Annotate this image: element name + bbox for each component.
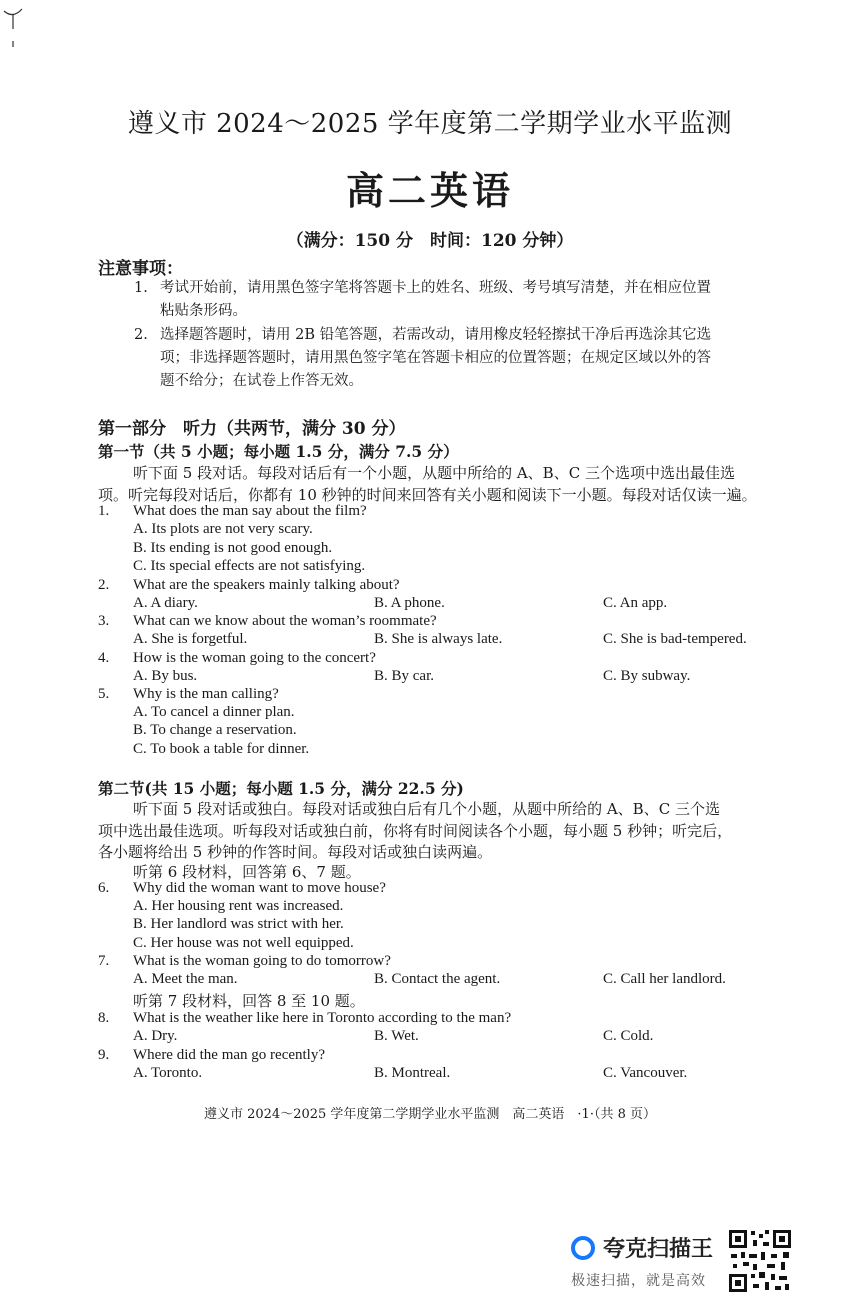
- option-b: B. Wet.: [374, 1028, 419, 1044]
- option-b: B. Its ending is not good enough.: [133, 540, 333, 556]
- question-number: 3.: [98, 613, 110, 629]
- question-number: 7.: [98, 953, 110, 969]
- notice-line: 项；非选择题答题时，请用黑色签字笔在答题卡相应的位置答题；在规定区域以外的答: [160, 350, 711, 366]
- exam-title: 遵义市 2024～2025 学年度第二学期学业水平监测: [127, 109, 733, 139]
- question-stem: What is the weather like here in Toronto according to the man?: [133, 1010, 512, 1026]
- question-stem: What does the man say about the film?: [133, 503, 367, 519]
- notice-line: 选择题答题时，请用 2B 铅笔答题，若需改动，请用橡皮轻轻擦拭干净后再选涂其它选: [160, 327, 712, 343]
- score-time: （满分：150 分 时间：120 分钟）: [286, 231, 574, 251]
- option-b: B. To change a reservation.: [133, 722, 297, 738]
- option-c: C. She is bad-tempered.: [603, 631, 747, 647]
- notice-line: 粘贴条形码。: [160, 303, 247, 319]
- question-number: 2.: [98, 577, 110, 593]
- question-number: 8.: [98, 1010, 110, 1026]
- notice-item-number: 2.: [134, 327, 148, 343]
- option-a: A. To cancel a dinner plan.: [133, 704, 295, 720]
- question-number: 1.: [98, 503, 110, 519]
- scanner-watermark: [563, 1230, 733, 1294]
- option-a: A. She is forgetful.: [133, 631, 248, 647]
- notice-line: 考试开始前，请用黑色签字笔将答题卡上的姓名、班级、考号填写清楚，并在相应位置: [160, 280, 711, 296]
- material-instruction: 听第 6 段材料，回答第 6、7 题。: [133, 863, 361, 881]
- notice-line: 题不给分；在试卷上作答无效。: [160, 373, 363, 389]
- qr-code-icon: [727, 1228, 793, 1294]
- question-stem: What can we know about the woman’s roommate?: [133, 613, 437, 629]
- part-title: 第一部分 听力（共两节，满分 30 分）: [98, 419, 406, 439]
- material-instruction: 听第 7 段材料，回答 8 至 10 题。: [133, 992, 365, 1010]
- option-c: C. Call her landlord.: [603, 971, 726, 987]
- option-c: C. Her house was not well equipped.: [133, 935, 354, 951]
- page-footer: 遵义市 2024～2025 学年度第二学期学业水平监测 高二英语 ·1·（共 8 页）: [203, 1107, 656, 1122]
- instruction-line: 听下面 5 段对话。每段对话后有一个小题，从题中所给的 A、B、C 三个选项中选出最佳选: [133, 464, 735, 482]
- option-c: C. To book a table for dinner.: [133, 741, 310, 757]
- watermark-app-name: 夸克扫描王: [603, 1237, 714, 1262]
- question-number: 4.: [98, 650, 110, 666]
- binding-mark-icon: [2, 3, 24, 47]
- option-a: A. Dry.: [133, 1028, 178, 1044]
- option-b: B. Montreal.: [374, 1065, 451, 1081]
- notice-title: 注意事项：: [98, 259, 183, 279]
- question-stem: How is the woman going to the concert?: [133, 650, 376, 666]
- instruction-line: 项。听完每段对话后，你都有 10 秒钟的时间来回答有关小题和阅读下一小题。每段对话仅读一遍。: [98, 486, 757, 504]
- option-c: C. An app.: [603, 595, 668, 611]
- option-c: C. Cold.: [603, 1028, 654, 1044]
- section-title: 第二节(共 15 小题；每小题 1.5 分，满分 22.5 分): [98, 779, 464, 798]
- option-b: B. Her landlord was strict with her.: [133, 916, 344, 932]
- subject-title: 高二英语: [345, 168, 514, 213]
- instruction-line: 项中选出最佳选项。听每段对话或独白前，你将有时间阅读各个小题，每小题 5 秒钟；听完后，: [98, 822, 733, 840]
- instruction-line: 各小题将给出 5 秒钟的作答时间。每段对话或独白读两遍。: [98, 843, 493, 861]
- section-title: 第一节（共 5 小题；每小题 1.5 分，满分 7.5 分）: [98, 442, 459, 461]
- option-a: A. By bus.: [133, 668, 198, 684]
- question-number: 5.: [98, 686, 110, 702]
- option-c: C. Vancouver.: [603, 1065, 688, 1081]
- option-a: A. Her housing rent was increased.: [133, 898, 344, 914]
- question-stem: Why did the woman want to move house?: [133, 880, 386, 896]
- question-number: 6.: [98, 880, 110, 896]
- option-b: B. By car.: [374, 668, 434, 684]
- notice-item-number: 1.: [134, 280, 148, 296]
- option-a: A. Toronto.: [133, 1065, 203, 1081]
- option-a: A. A diary.: [133, 595, 198, 611]
- question-stem: Where did the man go recently?: [133, 1047, 325, 1063]
- instruction-line: 听下面 5 段对话或独白。每段对话或独白后有几个小题，从题中所给的 A、B、C 三个选: [133, 800, 720, 818]
- question-number: 9.: [98, 1047, 110, 1063]
- option-c: C. By subway.: [603, 668, 691, 684]
- option-c: C. Its special effects are not satisfying.: [133, 558, 366, 574]
- quark-logo-icon: [571, 1236, 595, 1260]
- option-b: B. A phone.: [374, 595, 445, 611]
- option-b: B. Contact the agent.: [374, 971, 501, 987]
- question-stem: Why is the man calling?: [133, 686, 279, 702]
- question-stem: What are the speakers mainly talking about?: [133, 577, 400, 593]
- option-a: A. Its plots are not very scary.: [133, 521, 313, 537]
- question-stem: What is the woman going to do tomorrow?: [133, 953, 391, 969]
- option-b: B. She is always late.: [374, 631, 503, 647]
- option-a: A. Meet the man.: [133, 971, 238, 987]
- watermark-slogan: 极速扫描，就是高效: [571, 1273, 706, 1289]
